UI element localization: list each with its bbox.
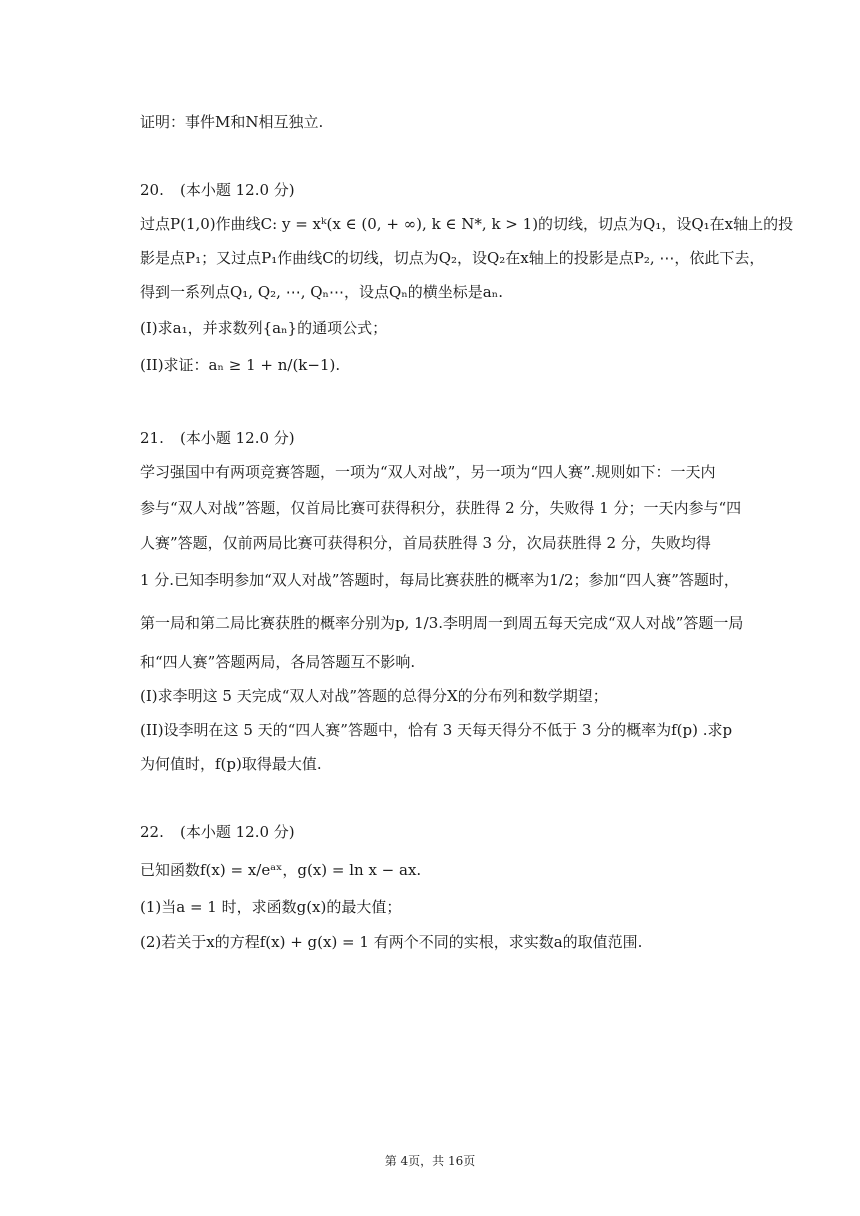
- question-number: 21.: [140, 429, 164, 447]
- proof-statement: 证明：事件M和N相互独立.: [140, 113, 324, 131]
- question-22-part-1: (1)当a = 1 时，求函数g(x)的最大值；: [140, 898, 402, 916]
- question-21-line-2: 参与“双人对战”答题，仅首局比赛可获得积分，获胜得 2 分，失败得 1 分；一天内参与“四: [140, 499, 742, 517]
- question-22-line-1: 已知函数f(x) = x/eᵃˣ，g(x) = ln x − ax.: [140, 861, 422, 879]
- question-21-line-5: 第一局和第二局比赛获胜的概率分别为p, 1/3.李明周一到周五每天完成“双人对战”答题一局: [140, 614, 744, 632]
- question-number: 20.: [140, 181, 164, 199]
- question-21-line-1: 学习强国中有两项竞赛答题，一项为“双人对战”，另一项为“四人赛”.规则如下：一天内: [140, 463, 716, 481]
- question-21-line-9: 为何值时，f(p)取得最大值.: [140, 755, 322, 773]
- question-number: 22.: [140, 823, 164, 841]
- question-21-line-3: 人赛”答题，仅前两局比赛可获得积分，首局获胜得 3 分，次局获胜得 2 分，失败均得: [140, 534, 711, 552]
- question-points: (本小题 12.0 分): [180, 181, 295, 199]
- question-22-part-2: (2)若关于x的方程f(x) + g(x) = 1 有两个不同的实根，求实数a的取值范围.: [140, 933, 643, 951]
- question-21-part-1: (I)求李明这 5 天完成“双人对战”答题的总得分X的分布列和数学期望；: [140, 687, 608, 705]
- question-20-line-2: 影是点P₁；又过点P₁作曲线C的切线，切点为Q₂，设Q₂在x轴上的投影是点P₂, ⋯，依此下去，: [140, 249, 765, 267]
- question-points: (本小题 12.0 分): [180, 429, 295, 447]
- question-points: (本小题 12.0 分): [180, 823, 295, 841]
- question-20-header: [140, 180, 295, 200]
- question-21-part-2: (II)设李明在这 5 天的“四人赛”答题中，恰有 3 天每天得分不低于 3 分的概率为f(p) .求p: [140, 721, 733, 739]
- question-22-header: [140, 822, 295, 842]
- question-21-line-4: 1 分.已知李明参加“双人对战”答题时，每局比赛获胜的概率为1/2；参加“四人赛”答题时，: [140, 571, 739, 589]
- question-20-line-1: 过点P(1,0)作曲线C: y = xᵏ(x ∈ (0, + ∞), k ∈ N*, k > 1)的切线，切点为Q₁，设Q₁在x轴上的投: [140, 215, 794, 233]
- question-20-line-3: 得到一系列点Q₁, Q₂, ⋯, Qₙ⋯，设点Qₙ的横坐标是aₙ.: [140, 283, 504, 301]
- question-20-part-1: (I)求a₁，并求数列{aₙ}的通项公式；: [140, 319, 388, 337]
- question-20-part-2: (II)求证：aₙ ≥ 1 + n/(k−1).: [140, 356, 341, 374]
- question-21-line-6: 和“四人赛”答题两局，各局答题互不影响.: [140, 653, 416, 671]
- question-21-header: [140, 428, 295, 448]
- page-footer: 第 4页，共 16页: [384, 1154, 476, 1168]
